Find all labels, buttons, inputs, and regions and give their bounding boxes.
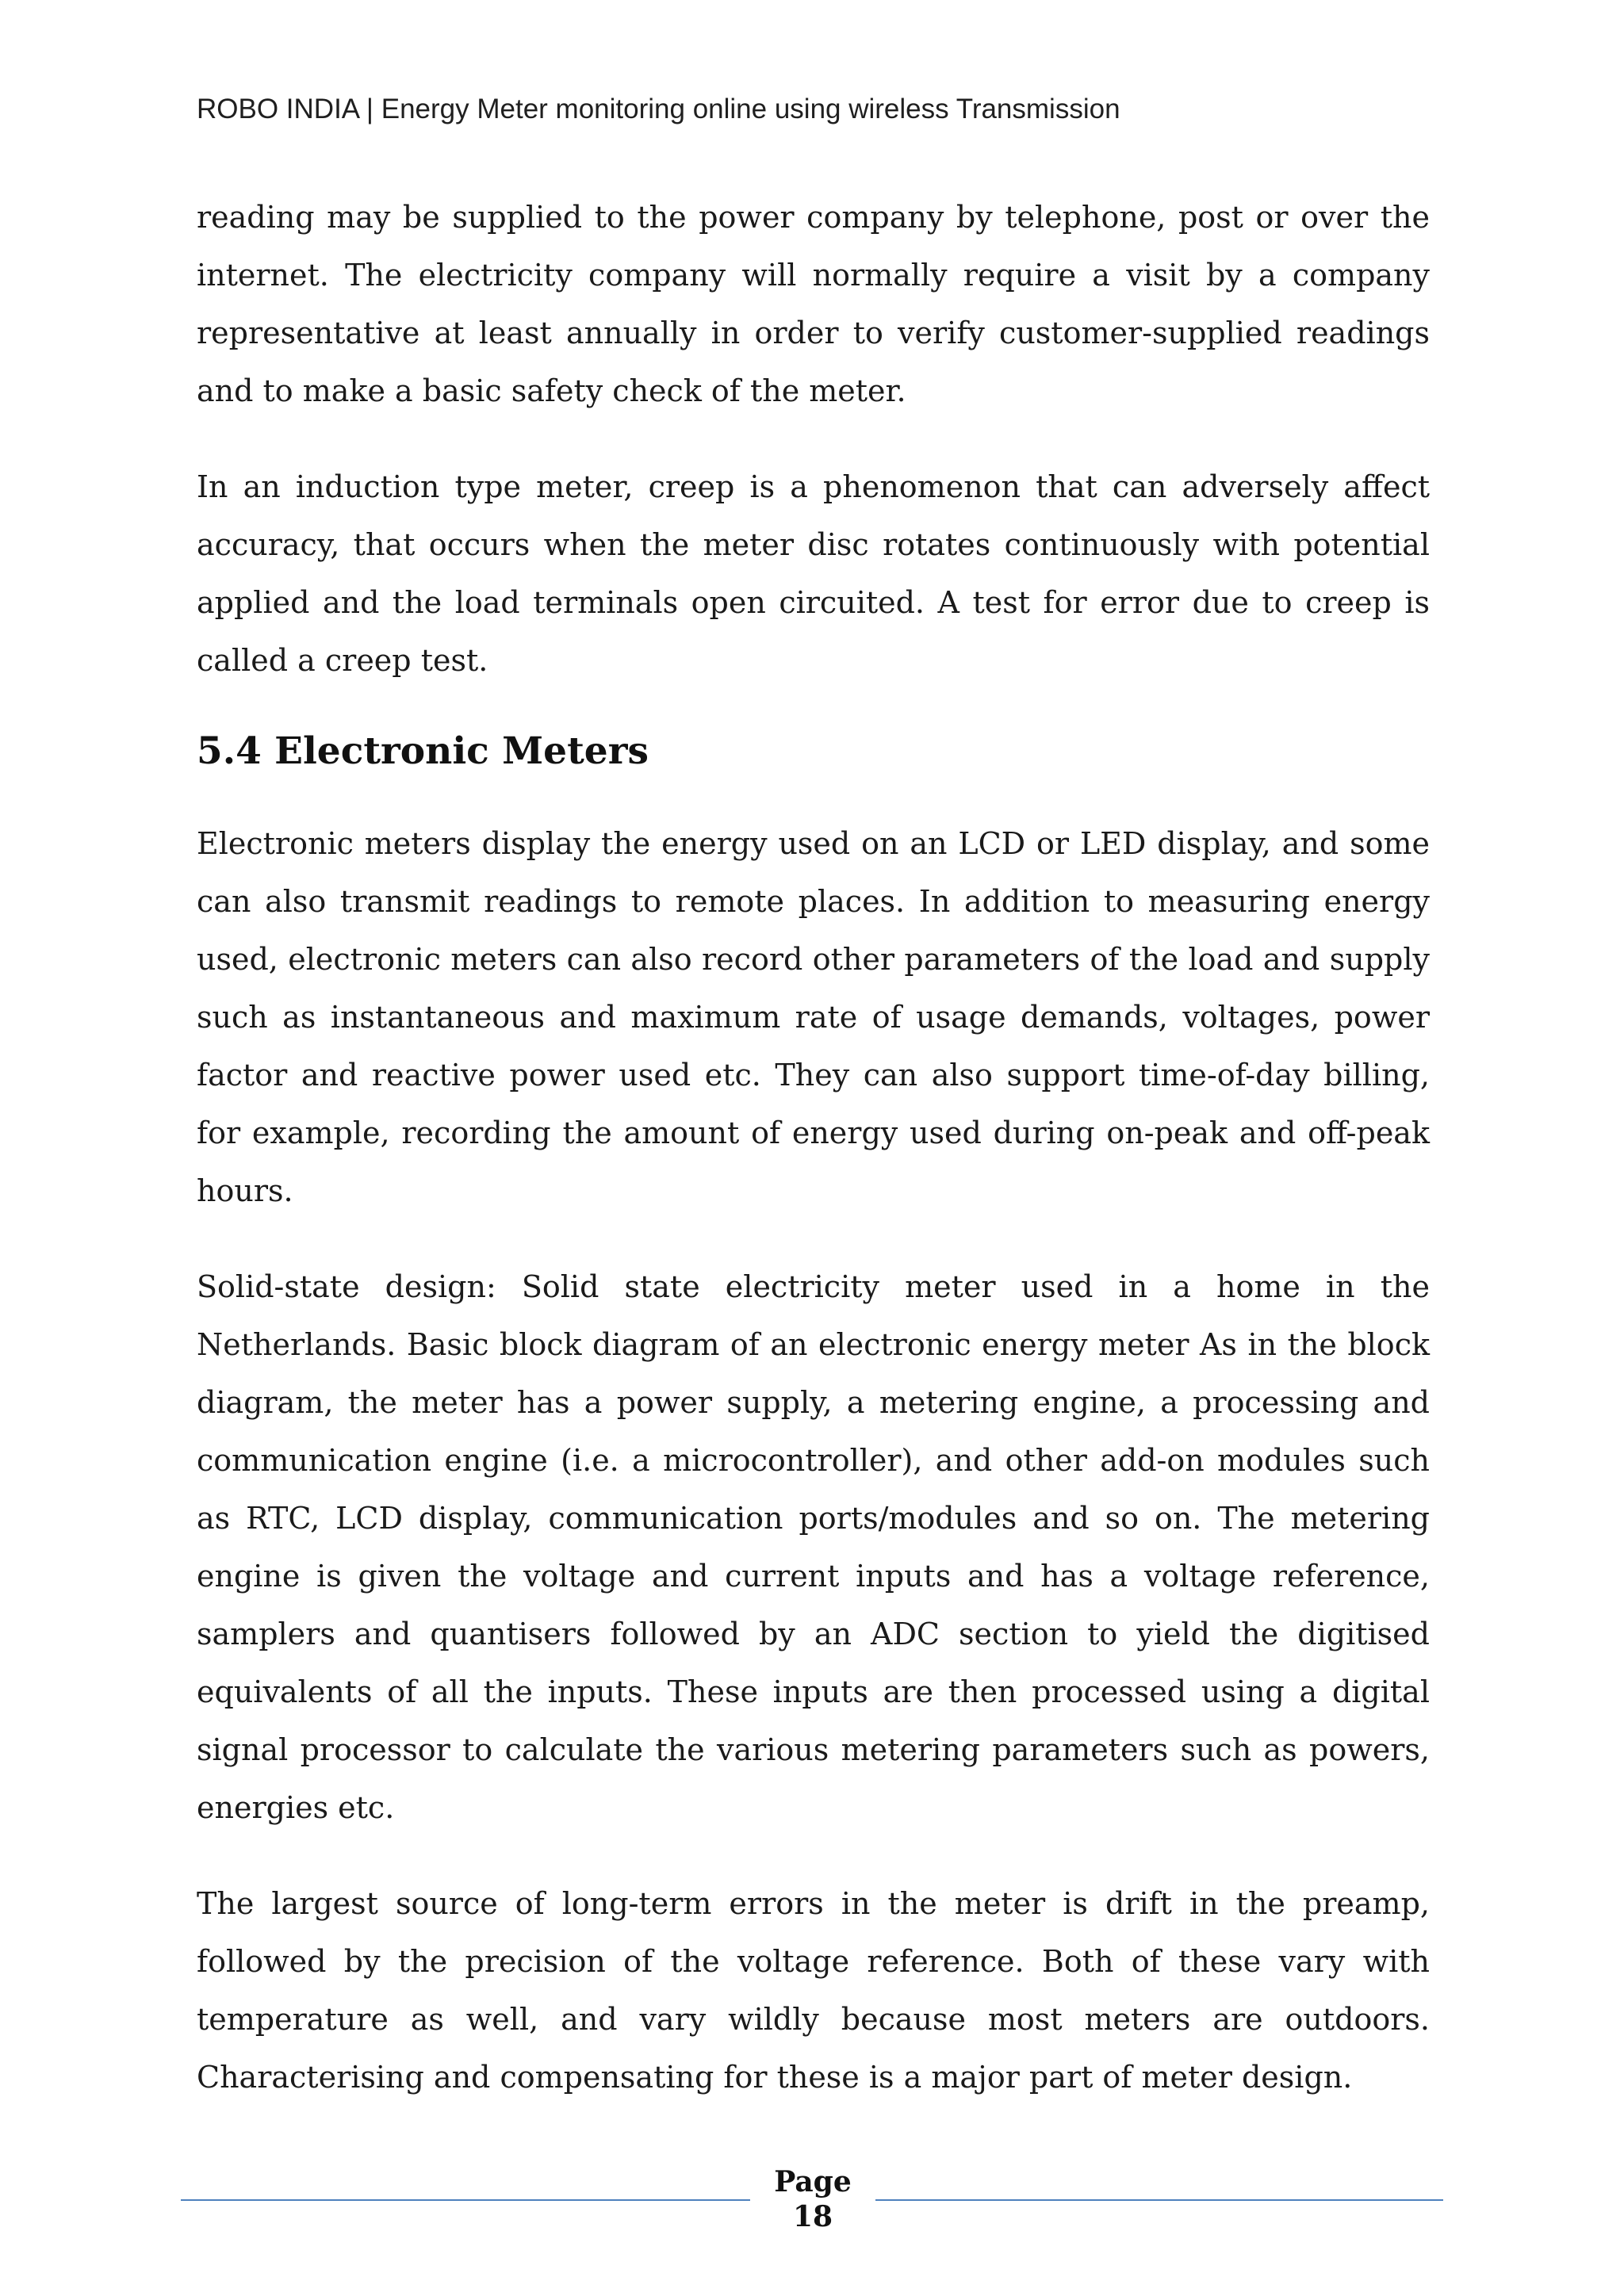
body-paragraph: Solid-state design: Solid state electricity meter used in a home in the Netherlands. Basic block diagram of an electronic energy meter As in the block diagram, the meter has a power supply, a metering engine, a processing and communication engine (i.e. a microcontroller), and other add-on modules such as RTC, LCD display, communication ports/modules and so on. The metering engine is given the voltage and current inputs and has a voltage reference, samplers and quantisers followed by an ADC section to yield the digitised equivalents of all the inputs. These inputs are then processed using a digital signal processor to calculate the various metering parameters such as powers, energies etc. bbox=[197, 1269, 1430, 1825]
page-number-block bbox=[750, 2164, 875, 2234]
page-footer bbox=[181, 2164, 1443, 2236]
body-paragraph: Electronic meters display the energy used on an LCD or LED display, and some can also transmit readings to remote places. In addition to measuring energy used, electronic meters can also record other parameters of the load and supply such as instantaneous and maximum rate of usage demands, voltages, power factor and reactive power used etc. They can also support time-of-day billing, for example, recording the amount of energy used during on-peak and off-peak hours. bbox=[197, 826, 1430, 1208]
page-number: 18 bbox=[792, 2200, 833, 2233]
running-header: ROBO INDIA | Energy Meter monitoring online using wireless Transmission bbox=[197, 94, 1120, 124]
body-paragraph: reading may be supplied to the power company by telephone, post or over the internet. The electricity company will normally require a visit by a company representative at least annually in order to verify customer-supplied readings and to make a basic safety check of the meter. bbox=[197, 200, 1430, 408]
body-paragraph: In an induction type meter, creep is a phenomenon that can adversely affect accuracy, that occurs when the meter disc rotates continuously with potential applied and the load terminals open circuited. A test for error due to creep is called a creep test. bbox=[197, 469, 1430, 678]
footer-rule-left bbox=[181, 2199, 750, 2201]
body-paragraph: The largest source of long-term errors in the meter is drift in the preamp, followed by the precision of the voltage reference. Both of these vary with temperature as well, and vary wildly because most meters are outdoors. Characterising and compensating for these is a major part of meter design. bbox=[197, 1886, 1430, 2095]
page-body bbox=[197, 189, 1430, 2145]
section-heading: 5.4 Electronic Meters bbox=[197, 729, 649, 773]
footer-rule-right bbox=[875, 2199, 1443, 2201]
page-label: Page bbox=[774, 2165, 852, 2198]
